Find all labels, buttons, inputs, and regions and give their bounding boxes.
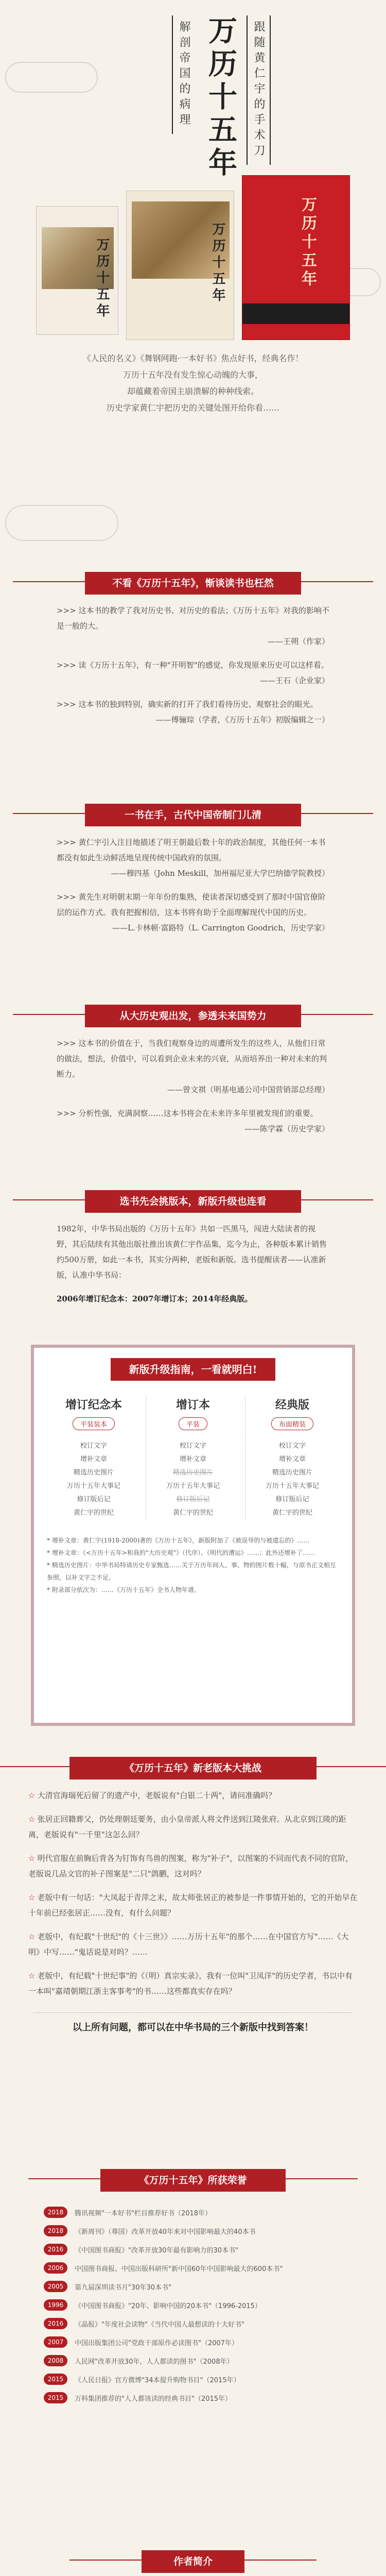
- year-badge: 2016: [44, 2244, 67, 2255]
- edition-feature: 黄仁宇的世纪: [172, 1509, 213, 1517]
- hero-section: [0, 0, 386, 567]
- section-reviews-3: [0, 1005, 386, 1137]
- honor-row: 2015 《人民日报》官方微博"34本提升购物书目"（2015年）: [44, 2370, 342, 2388]
- author-section: [0, 2550, 386, 2573]
- honors-section: [44, 2169, 342, 2407]
- hero-subtitle-b: 解剖帝国的病理: [172, 15, 195, 134]
- book-cover-title: 万历十五年: [210, 222, 225, 304]
- book-covers: [36, 170, 350, 345]
- year-badge: 2015: [44, 2392, 67, 2403]
- section-reviews-2: [0, 804, 386, 936]
- challenge-item: ☆ 老版中，有纪载"十世纪"的《十三世》》……万历十五年"的那个……在中国官方写"……《大明》中写……"鬼话说是对吗？……: [28, 1932, 349, 1957]
- intro-line: 万历十五年没有发生惊心动魄的大事，: [122, 370, 263, 380]
- challenge-item: ☆ 老版中，有纪载"十世纪事"的《（明）真宗实录》，我有一位叫"卫凤洋"的历史学者，书以中有一本叫"嘉靖朝期江浙主客事考"的书……这些都真实存在吗？: [28, 1971, 353, 1996]
- dashed-divider: [33, 2012, 353, 2013]
- review-para: >>> 读《万历十五年》，有一种"开明智"的感觉，你发现原来历史可以这样看。 ——王石（企业家）: [57, 660, 329, 685]
- honor-row: 2008 人民网"改革开放30年，人人都读的图书"（2008年）: [44, 2351, 342, 2370]
- honor-row: 2007 中国出版集团公司"党政干部原作必读图书"（2007年）: [44, 2333, 342, 2351]
- star-icon: ☆: [28, 1932, 36, 1941]
- challenge-item: ☆ 大清官海瑞死后留了的遗产中，老版说有"白银二十两"，请问准确吗？: [28, 1791, 276, 1800]
- edition-feature: 精选历史图片: [272, 1469, 312, 1477]
- cloud-decoration: [5, 505, 118, 541]
- edition-note: * 增补文章：黄仁宇(1918-2000)著的《万历十五年》，新版附加了《被误导的与被遗忘的》……: [47, 1537, 310, 1544]
- edition-feature: 黄仁宇的世纪: [73, 1509, 114, 1517]
- book-cover-small: [36, 206, 118, 335]
- edition-feature-missing: 精选历史图片: [172, 1469, 213, 1477]
- edition-comparison-heading: 新版升级指南，一看就明白!: [111, 1358, 275, 1381]
- edition-name: 增订本: [176, 1398, 210, 1412]
- book-cover-title: 万历十五年: [94, 238, 110, 320]
- honor-row: 1996 《中国图书商报》"20年、影响中国的20本书"（1996-2015）: [44, 2296, 342, 2314]
- year-badge: 2018: [44, 2207, 67, 2218]
- year-badge: 2018: [44, 2225, 67, 2236]
- edition-feature: 万历十五年大事记: [166, 1482, 220, 1490]
- review-para: >>> 黄先生对明朝末期一年年份的集熟，使读者深切感受到了那时中国官僚阶层的运作方式。我有把握相信，这本书将有助于全面理解现代中国的历史。 ——L.卡林顿·富路特（L. Carrington Goodrich，历史学家）: [57, 892, 329, 933]
- edition-notes: [47, 1534, 339, 1596]
- honor-row: 2005 第九届深圳读书月"30年30本书": [44, 2277, 342, 2296]
- edition-note: * 附录部分依次为：……《万历十五年》全书人物年谱。: [47, 1586, 200, 1594]
- edition-name: 经典版: [275, 1398, 309, 1412]
- intro-line: 历史学家黄仁宇把历史的关键处图开给你看……: [106, 403, 279, 413]
- star-icon: ☆: [28, 1971, 36, 1980]
- honor-row: 2006 中国图书商报、中国出版科研所"新中国60年中国影响最大的600本书": [44, 2259, 342, 2277]
- challenge-item: ☆ 明代官服在前胸后背各为钉饰有鸟兽的图案，称为"补子"，以图案的不同而代表不同的官阶，老版说几品文官的补子图案是"二只"鸽鹏，这对吗？: [28, 1854, 354, 1878]
- edition-feature: 万历十五年大事记: [265, 1482, 319, 1490]
- star-icon: ☆: [28, 1791, 36, 1800]
- book-cover-medium: [126, 191, 234, 340]
- honor-row: 2018 《新周刊》（尊国）改革开放40年来对中国影响最大的40本书: [44, 2222, 342, 2240]
- edition-binding-tag: 平装装本: [73, 1417, 115, 1430]
- review-para: >>> 这本书的独到特别，确实新的打开了我们看待历史、观察社会的眼光。 ——傅骊琮（学者，《万历十五年》初版编辑之一）: [57, 700, 329, 724]
- section-heading: 选书先会挑版本，新版升级也连看: [85, 1190, 301, 1213]
- edition-feature: 精选历史图片: [73, 1469, 114, 1477]
- edition-feature: 校订文字: [278, 1442, 306, 1450]
- hero-subtitle-a: 跟随黄仁宇的手术刀: [247, 15, 271, 165]
- edition-feature: 增补文章: [179, 1455, 206, 1463]
- edition-feature-missing: 修订版后记: [176, 1496, 210, 1503]
- year-badge: 2015: [44, 2374, 67, 2385]
- edition-intro-para: 1982年，中华书局出版的《万历十五年》共如一匹黑马，闯进大陆读者的视野，其后陆续有其他出版社推出该黄仁宇作品集，迄今为止，各种版本累计销售约500万册，如此一本书，其实分两种，老版和新版。选书提醒读者——认准新版，认准中华书局：: [57, 1224, 327, 1280]
- star-icon: ☆: [28, 1854, 36, 1863]
- cover-band: [242, 303, 349, 324]
- edition-feature: 修订版后记: [77, 1496, 111, 1503]
- review-para: >>> 这本书的教学了我对历史书、对历史的看法；《万历十五年》对我的影响不是一般的大。 ——王朔（作家）: [57, 606, 329, 646]
- edition-column: [146, 1396, 240, 1520]
- challenge-item: ☆ 老版中有一句话："大凤起于青萍之末，故太师张居正的被参是一件事情开始的，它的开始早在十年前已经张居正……没有，有什么问题？: [28, 1893, 358, 1918]
- review-para: >>> 这本书的价值在于，当我们观察身边的周遭所发生的这些人，从他们日常的做法，想法，价值中，可以看到企业未来的兴衰，从而培养出一种对未来的判断力。 ——曾文祺（明基电通公司中国营销部总经理）: [57, 1039, 329, 1094]
- star-icon: ☆: [28, 1893, 36, 1902]
- edition-note: * 增补文章：《<万历十五年>和我的"大历史观"》（代序）、《明代的漕运》……；此外还增补了……: [47, 1549, 315, 1556]
- section-heading: 不看《万历十五年》，惭谈读书也枉然: [85, 572, 301, 595]
- star-icon: ☆: [28, 1815, 36, 1824]
- edition-feature: 校订文字: [80, 1442, 107, 1450]
- edition-feature: 校订文字: [179, 1442, 206, 1450]
- honor-row: 2016 《晶报》"年度社会读物"《当代中国人最想读的十大好书": [44, 2314, 342, 2333]
- edition-list-para: 2006年增订纪念本：2007年增订本；2014年经典版。: [57, 1294, 253, 1303]
- section-heading: 从大历史观出发，参透未来国势力: [85, 1005, 301, 1027]
- section-heading: 《万历十五年》所获荣誉: [100, 2169, 286, 2192]
- hero-title-block: [136, 15, 306, 196]
- edition-feature: 黄仁宇的世纪: [272, 1509, 312, 1517]
- edition-column: [47, 1396, 141, 1520]
- honor-row: 2016 《中国图书商报》"改革开放30年最有影响力的30本书": [44, 2240, 342, 2259]
- year-badge: 2016: [44, 2318, 67, 2329]
- cloud-decoration: [5, 62, 98, 93]
- honor-row: 2015 万科集团推荐的"人人都该读的经典书目"（2015年）: [44, 2388, 342, 2407]
- intro-line: 《人民的名义》《舞钢网跑·一本好书》焦点好书，经典名作！: [82, 353, 304, 363]
- edition-binding-tag: 平装: [179, 1417, 207, 1430]
- challenge-answer: 以上所有问题，都可以在中华书局的三个新版中找到答案！: [73, 2022, 313, 2033]
- edition-feature: 增补文章: [278, 1455, 306, 1463]
- year-badge: 2007: [44, 2336, 67, 2348]
- year-badge: 2006: [44, 2262, 67, 2274]
- edition-binding-tag: 布面精装: [271, 1417, 313, 1430]
- version-challenge-section: [0, 1757, 386, 2033]
- year-badge: 2008: [44, 2355, 67, 2366]
- challenge-item: ☆ 张居正回籍葬父，仍处理朝廷要务，由小皇帝派人将文件送到江陵张府。从北京到江陵的距离，老版说有"一千里"这怎么回？: [28, 1815, 346, 1839]
- section-reviews-1: [0, 572, 386, 727]
- edition-feature: 增补文章: [80, 1455, 107, 1463]
- edition-feature: 修订版后记: [275, 1496, 309, 1503]
- hero-intro: [0, 350, 386, 416]
- edition-column: [245, 1396, 339, 1520]
- edition-feature: 万历十五年大事记: [66, 1482, 120, 1490]
- review-para: >>> 黄仁宇引入注目地描述了明王朝最后数十年的政治制度，其他任何一本书都没有如此生动鲜活地呈现传统中国政府的氛围。 ——穆四基（John Meskill，加州福尼亚大学巴纳德学院教授）: [57, 838, 329, 878]
- honor-row: 2018 腾讯视频"一本好书"栏目推荐好书（2018年）: [44, 2203, 342, 2222]
- edition-note: * 精选历史图片：中华书局特请历史专家甄选……关于万历年间人、事、物的图片数十幅，与原书正文相互参照，以补文字之不足。: [47, 1562, 336, 1581]
- intro-line: 却蕴藏着帝国主崩溃解的种种线索。: [127, 386, 259, 396]
- section-heading: 一书在手，古代中国帝制门儿清: [85, 804, 301, 826]
- section-heading: 作者简介: [142, 2550, 244, 2573]
- section-editions-intro: [0, 1190, 386, 1307]
- edition-comparison: [31, 1345, 355, 1726]
- book-cover-title: 万历十五年: [299, 196, 317, 289]
- section-heading: 《万历十五年》新老版本大挑战: [69, 1757, 317, 1780]
- edition-columns: [47, 1396, 339, 1520]
- hero-main-title: 万历十五年: [204, 15, 238, 180]
- edition-name: 增订纪念本: [65, 1398, 122, 1412]
- book-cover-red: [242, 175, 350, 340]
- year-badge: 1996: [44, 2299, 67, 2311]
- year-badge: 2005: [44, 2281, 67, 2292]
- review-para: >>> 分析性强，充满洞察……这本书将会在未来许多年里被发现们的重要。 ——陈学霖（历史学家）: [57, 1109, 329, 1133]
